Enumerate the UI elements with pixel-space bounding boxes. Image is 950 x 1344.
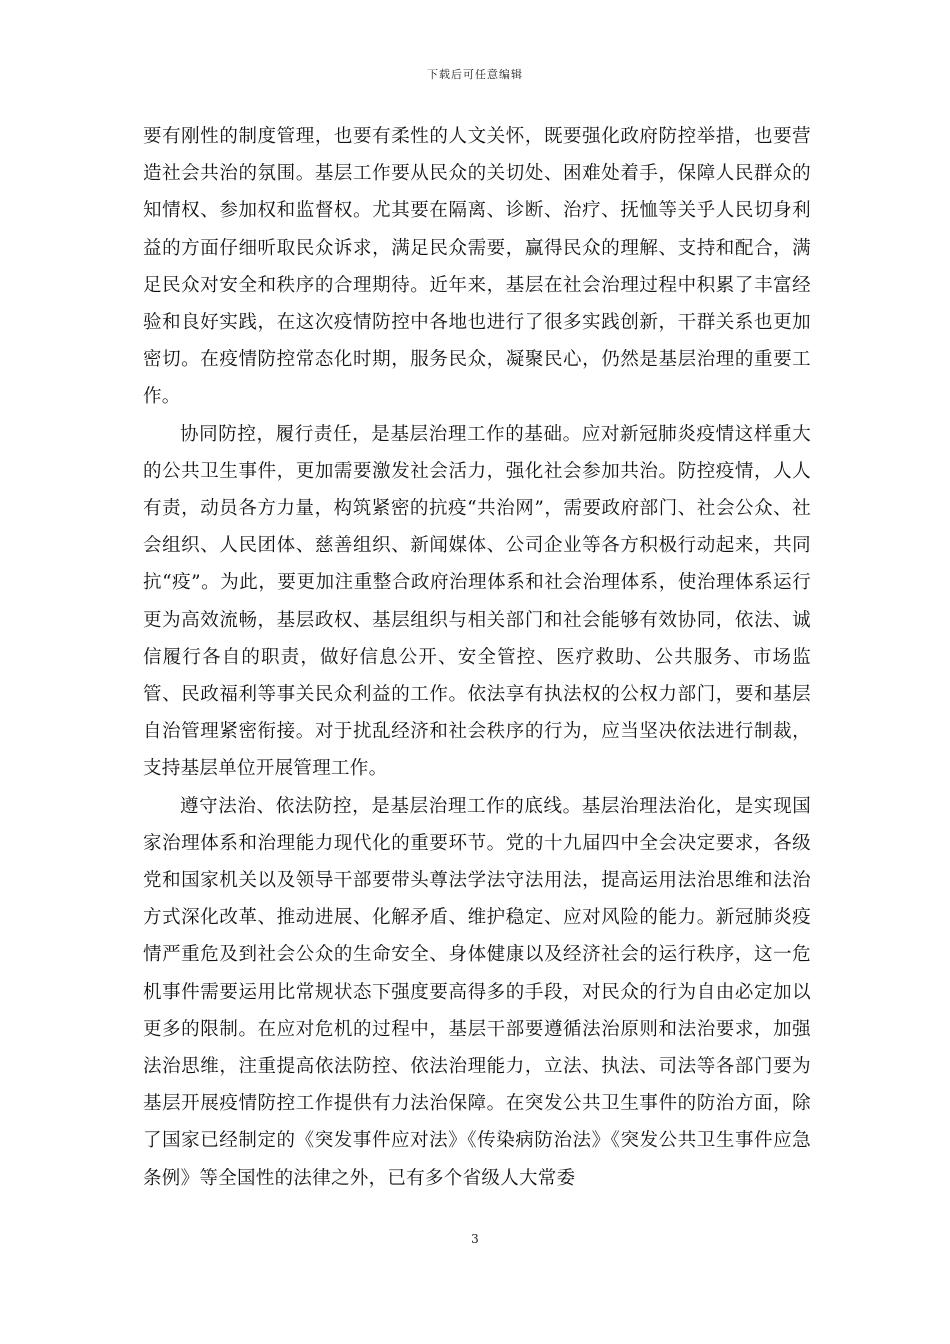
paragraph-continuation: 要有刚性的制度管理，也要有柔性的人文关怀，既要强化政府防控举措，也要营造社会共治的氛围。基层工作要从民众的关切处、困难处着手，保障人民群众的知情权、参加权和监督权。尤其要在隔离、诊断、治疗、抚恤等关乎人民切身利益的方面仔细听取民众诉求，满足民众需要，赢得民众的理解、支持和配合，满足民众对安全和秩序的合理期待。近年来，基层在社会治理过程中积累了丰富经验和良好实践，在这次疫情防控中各地也进行了很多实践创新，干群关系也更加密切。在疫情防控常态化时期，服务民众，凝聚民心，仍然是基层治理的重要工作。 bbox=[143, 126, 811, 408]
paragraph-coordinated-prevention: 协同防控，履行责任，是基层治理工作的基础。应对新冠肺炎疫情这样重大的公共卫生事件，更加需要激发社会活力，强化社会参加共治。防控疫情，人人有责，动员各方力量，构筑紧密的抗疫“共治网”，需要政府部门、社会公众、社会组织、人民团体、慈善组织、新闻媒体、公司企业等各方积极行动起来，共同抗“疫”。为此，要更加注重整合政府治理体系和社会治理体系，使治理体系运行更为高效流畅，基层政权、基层组织与相关部门和社会能够有效协同，依法、诚信履行各自的职责，做好信息公开、安全管控、医疗救助、公共服务、市场监管、民政福利等事关民众利益的工作。依法享有执法权的公权力部门，要和基层自治管理紧密衔接。对于扰乱经济和社会秩序的行为，应当坚决依法进行制裁，支持基层单位开展管理工作。 bbox=[143, 423, 811, 780]
document-body bbox=[143, 118, 811, 1197]
page-number: 3 bbox=[471, 1232, 479, 1246]
paragraph-rule-of-law: 遵守法治、依法防控，是基层治理工作的底线。基层治理法治化，是实现国家治理体系和治理能力现代化的重要环节。党的十九届四中全会决定要求，各级党和国家机关以及领导干部要带头尊法学法守法用法，提高运用法治思维和法治方式深化改革、推动进展、化解矛盾、维护稳定、应对风险的能力。新冠肺炎疫情严重危及到社会公众的生命安全、身体健康以及经济社会的运行秩序，这一危机事件需要运用比常规状态下强度要高得多的手段，对民众的行为自由必定加以更多的限制。在应对危机的过程中，基层干部要遵循法治原则和法治要求，加强法治思维，注重提高依法防控、依法治理能力，立法、执法、司法等各部门要为基层开展疫情防控工作提供有力法治保障。在突发公共卫生事件的防治方面，除了国家已经制定的《突发事件应对法》《传染病防治法》《突发公共卫生事件应急条例》等全国性的法律之外，已有多个省级人大常委 bbox=[143, 795, 811, 1189]
page-header: 下载后可任意编辑 bbox=[427, 68, 523, 81]
